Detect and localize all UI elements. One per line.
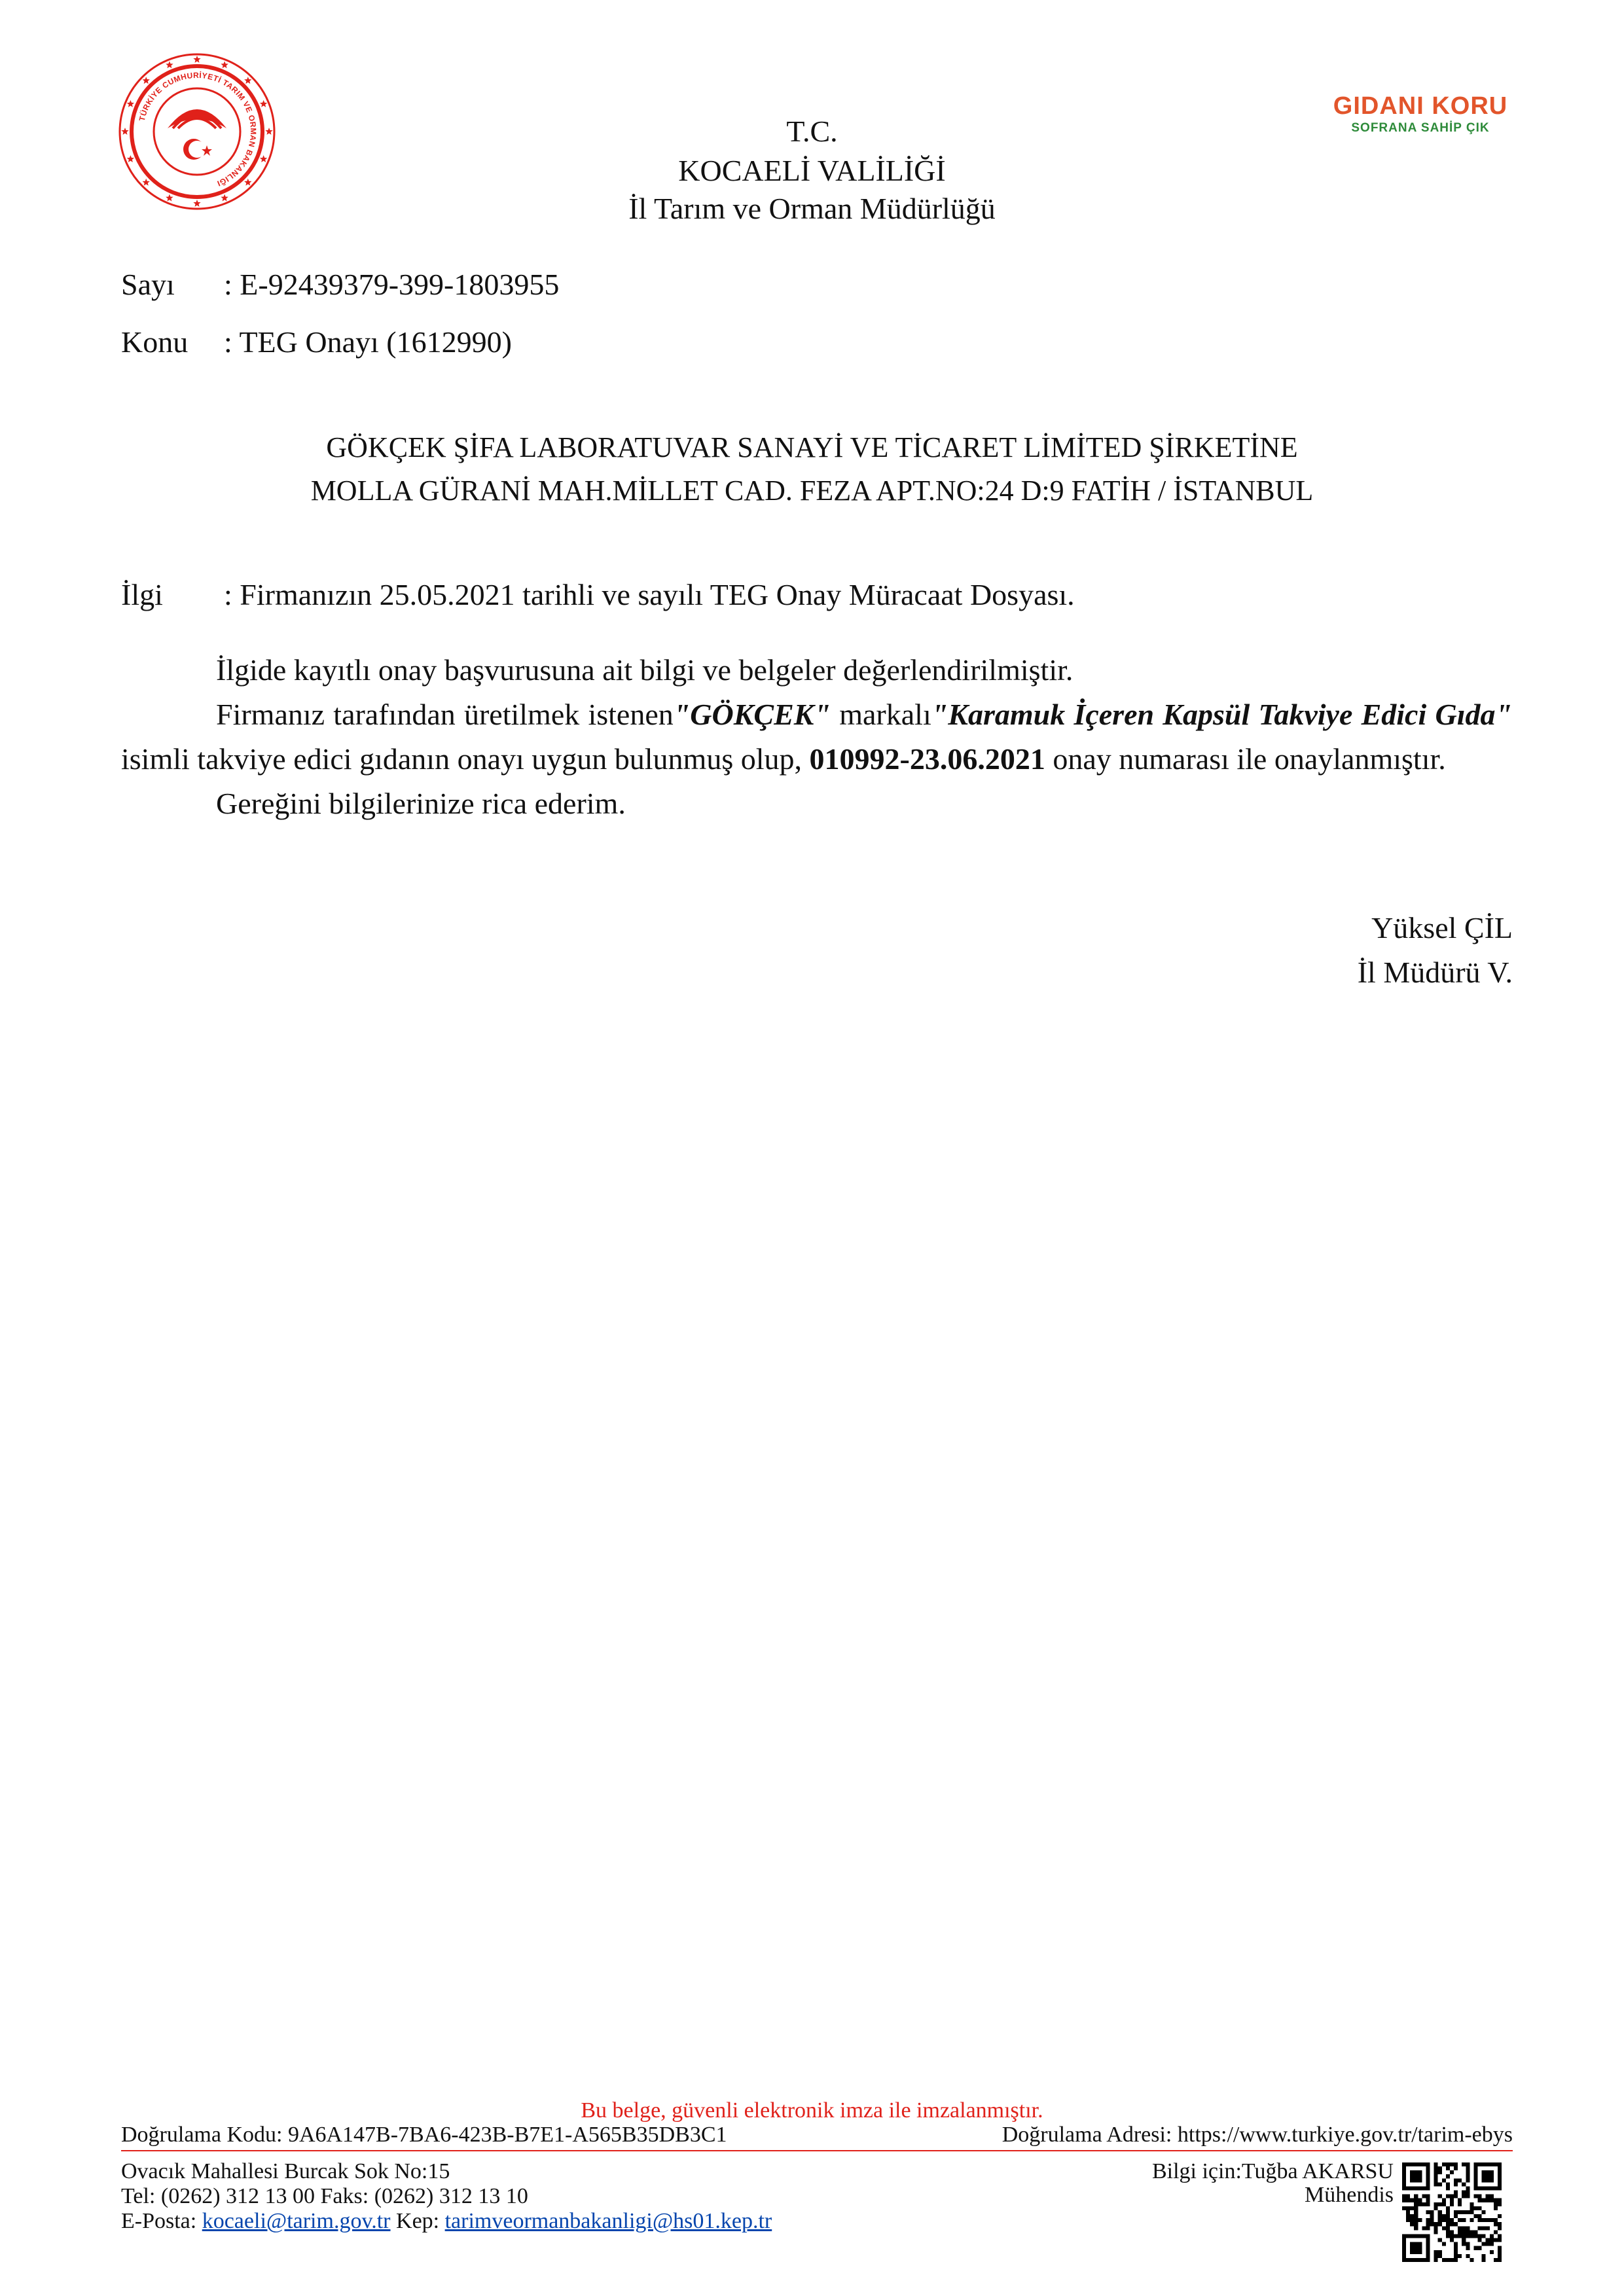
brand-name: GIDANI KORU [1333,92,1508,120]
kep-label: Kep: [390,2209,445,2233]
signer-title: İl Müdürü V. [1357,956,1513,989]
product-name: "Karamuk İçeren Kapsül Takviye Edici Gıda" [931,698,1513,731]
email-link[interactable]: kocaeli@tarim.gov.tr [202,2209,391,2233]
approval-number: 010992-23.06.2021 [809,742,1045,776]
konu-value: : TEG Onayı (1612990) [224,325,512,359]
verification-address: Doğrulama Adresi: https://www.turkiye.gov.tr/tarim-ebys [1001,2123,1513,2147]
letter-body [121,648,1512,826]
sayi-value: : E-92439379-399-1803955 [224,268,560,301]
qr-code [1402,2162,1502,2262]
header-tc: T.C. [786,115,838,148]
footer-contacts [121,2210,772,2233]
esign-note: Bu belge, güvenli elektronik imza ile imzalanmıştır. [581,2098,1043,2123]
body-p2-intro: Firmanız tarafından üretilmek istenen [216,698,674,731]
header-mudurluk: İl Tarım ve Orman Müdürlüğü [628,192,996,225]
recipient-address: MOLLA GÜRANİ MAH.MİLLET CAD. FEZA APT.NO:24 D:9 FATİH / İSTANBUL [310,475,1314,507]
body-paragraph-3: Gereğini bilgilerinize rica ederim. [216,787,626,820]
footer-rule [121,2150,1513,2151]
info-contact: Bilgi için:Tuğba AKARSU [1151,2159,1394,2183]
ilgi-label: İlgi [121,578,163,611]
footer-phone: Tel: (0262) 312 13 00 Faks: (0262) 312 13 10 [121,2184,528,2208]
footer-address: Ovacık Mahallesi Burcak Sok No:15 [121,2159,450,2183]
body-paragraph-2 [121,692,1512,781]
body-p2-markali: markalı [831,698,931,731]
body-p2-end: onay numarası ile onaylanmıştır. [1045,742,1446,776]
body-p2-middle: isimli takviye edici gıdanın onayı uygun bulunmuş olup, [121,742,810,776]
signature-block [1358,906,1513,995]
header-valilik: KOCAELİ VALİLİĞİ [678,154,946,187]
body-paragraph-1: İlgide kayıtlı onay başvurusuna ait bilgi ve belgeler değerlendirilmiştir. [216,653,1074,687]
recipient-name: GÖKÇEK ŞİFA LABORATUVAR SANAYİ VE TİCARET LİMİTED ŞİRKETİNE [326,431,1298,463]
emblem-arc-text: TÜRKİYE CUMHURİYETİ TARIM VE ORMAN BAKANLIĞI [137,70,259,188]
info-block [1152,2160,1394,2207]
kep-link[interactable]: tarimveormanbakanligi@hs01.kep.tr [444,2209,772,2233]
email-label: E-Posta: [121,2209,202,2233]
ilgi-value: : Firmanızın 25.05.2021 tarihli ve sayılı TEG Onay Müracaat Dosyası. [224,578,1075,611]
brand-quote: "GÖKÇEK" [673,698,831,731]
info-title: Mühendis [1305,2183,1394,2207]
brand-tagline: SOFRANA SAHİP ÇIK [1351,121,1490,135]
verification-code: Doğrulama Kodu: 9A6A147B-7BA6-423B-B7E1-A565B35DB3C1 [121,2123,727,2147]
signer-name: Yüksel ÇİL [1371,911,1513,944]
konu-label: Konu [121,325,189,359]
sayi-label: Sayı [121,268,175,301]
